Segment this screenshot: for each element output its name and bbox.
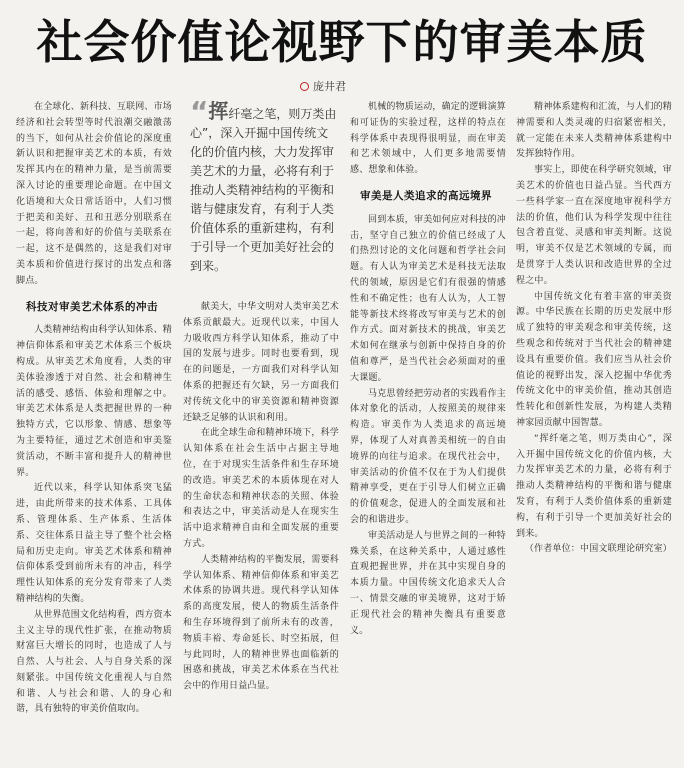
byline bbox=[300, 78, 420, 94]
pull-quote-text: 纤毫之笔，则万类由心”，深入开掘中国传统文化的价值内核，大力发挥审美艺术的力量，必将有利于推动人类精神结构的平衡和谐与健康发育，有利于人类价值体系的重新建构，有利于引导一个更加美好社会的到来。 bbox=[190, 107, 337, 273]
column-4 bbox=[516, 100, 672, 760]
paragraph: 事实上，即使在科学研究领域，审美艺术的价值也日益凸显。当代西方一些科学家一直在深度地审视科学方法的价值，他们认为科学发现中往往包含着直觉、灵感和审美判断。这说明，审美不仅是艺术领域的专属，而是贯穿于人类认识和改造世界的全过程之中。 bbox=[516, 165, 672, 286]
section-heading: 科技对审美艺术体系的冲击 bbox=[26, 300, 158, 313]
paragraph: 从世界范围文化结构看，西方资本主义主导的现代性扩张，在推动物质财富巨大增长的同时，也造成了人与自然、人与社会、人与自身关系的深刻紧张。中国传统文化重视人与自然和谐、人与社会和谐、人的身心和谐，具有独特的审美价值取向。 bbox=[16, 609, 172, 715]
paragraph: 审美活动是人与世界之间的一种特殊关系，在这种关系中，人通过感性直观把握世界，并在其中实现自身的本质力量。中国传统文化追求天人合一、情景交融的审美境界，这对于矫正现代社会的精神失衡具有重要意义。 bbox=[350, 530, 506, 636]
author-affiliation: （作者单位：中国文联理论研究室） bbox=[524, 544, 672, 555]
paragraph: “挥纤毫之笔，则万类由心”，深入开掘中国传统文化的价值内核，大力发挥审美艺术的力量，必将有利于推动人类精神结构的平衡和谐与健康发育，有利于人类价值体系的重新建构，有利于引导一个更加美好社会的到来。 bbox=[516, 433, 672, 539]
byline-marker-icon bbox=[300, 82, 309, 91]
column-1 bbox=[16, 100, 172, 760]
paragraph: 回到本质，审美如何应对科技的冲击，坚守自己独立的价值已经成了人们热烈讨论的文化问题和哲学社会问题。有人认为审美艺术是科技无法取代的领域，原因是它们有很强的情感性和不确定性；也有人认为，人工智能等新技术终将改写审美与艺术的创作方式。面对新技术的挑战，审美艺术如何在继承与创新中保持自身的价值和尊严，是当代社会必须面对的重大课题。 bbox=[350, 214, 506, 383]
paragraph: 人类精神结构的平衡发展，需要科学认知体系、精神信仰体系和审美艺术体系的协调共进。现代科学认知体系的高度发展，使人的物质生活条件和生存环境得到了前所未有的改善，物质丰裕、寿命延长、时空拓展，但与此同时，人的精神世界也面临新的困惑和挑战，审美艺术体系在当代社会中的作用日益凸显。 bbox=[183, 554, 339, 692]
paragraph: 马克思曾经把劳动者的实践看作主体对象化的活动，人按照美的规律来构造。审美作为人类追求的高远境界，体现了人对真善美相统一的自由境界的向往与追求。在现代社会中，审美活动的价值不仅在于为人们提供精神享受，更在于引导人们树立正确的价值观念，促进人的全面发展和社会的和谐进步。 bbox=[350, 388, 506, 525]
column-2 bbox=[183, 300, 339, 760]
quote-mark-icon: “ bbox=[190, 95, 209, 128]
paragraph: 机械的物质运动，确定的逻辑演算和可证伪的实验过程，这样的特点在科学体系中表现得很明显，而在审美和艺术领域中，人们更多地需要情感、想象和体验。 bbox=[350, 102, 506, 176]
paragraph: 近代以来，科学认知体系突飞猛进，由此所带来的技术体系、工具体系、管理体系、生产体系、生活体系、交往体系日益主导了整个社会格局和历史走向。审美艺术体系和精神信仰体系受到前所未有的冲击，科学理性认知体系的充分发育带来了人类精神结构的失衡。 bbox=[16, 483, 172, 604]
paragraph: 在全球化、新科技、互联网、市场经济和社会转型等时代浪潮交融激荡的当下，如何从社会价值论的深度重新认识和把握审美艺术的本质，有效发挥其内在的精神力量，是当前需要深入讨论的重要理论命题。在中国文化语境和大众日常话语中，人们习惯于把美和美好、丑和丑恶分别联系在一起，将向善和好的价值与美联系在一起，这不是偶然的，这是我们对审美本质和价值进行探讨的出发点和落脚点。 bbox=[16, 102, 172, 286]
paragraph: 精神体系建构和汇流，与人们的精神需要和人类灵魂的归宿紧密相关，就一定能在未来人类精神体系建构中发挥独特作用。 bbox=[516, 102, 672, 160]
paragraph: 献美大，中华文明对人类审美艺术体系贡献最大。近现代以来，中国人力吸收西方科学认知体系，推动了中国的发展与进步。同时也要看到，现在的问题是，一方面我们对科学认知体系的把握还有欠缺，另一方面我们对传统文化中的审美资源和精神资源还缺乏足够的认识和利用。 bbox=[183, 302, 339, 423]
paragraph: 人类精神结构由科学认知体系、精神信仰体系和审美艺术体系三个板块构成。从审美艺术角度看，人类的审美体验渗透于对自然、社会和精神生活的感受、感悟、体验和理解之中。审美艺术体系是人类把握世界的一种独特方式，它以形象、情感、想象等为主要特征，通过艺术创造和审美鉴赏活动，不断丰富和提升人的精神世界。 bbox=[16, 325, 172, 478]
section-heading: 审美是人类追求的高远境界 bbox=[360, 189, 492, 202]
pull-quote-lead: 挥 bbox=[208, 99, 229, 123]
column-3 bbox=[350, 100, 506, 760]
paragraph: 中国传统文化有着丰富的审美资源。中华民族在长期的历史发展中形成了独特的审美观念和审美传统，这些观念和传统对于当代社会的精神建设具有重要价值。我们应当从社会价值论的视野出发，深入挖掘中华优秀传统文化中的审美价值，推动其创造性转化和创新性发展，为构建人类精神家园贡献中国智慧。 bbox=[516, 291, 672, 428]
article-headline: 社会价值论视野下的审美本质 bbox=[36, 15, 648, 69]
author-name: 庞井君 bbox=[313, 80, 346, 93]
pull-quote bbox=[190, 95, 338, 295]
paragraph: 在此全球生命和精神环境下，科学认知体系在社会生活中占据主导地位，在于对现实生活条件和生存环境的改造。审美艺术的本质体现在对人的生命状态和精神状态的关照、体验和表达之中，审美活动是人在现实生活中追求精神自由和全面发展的重要方式。 bbox=[183, 428, 339, 549]
